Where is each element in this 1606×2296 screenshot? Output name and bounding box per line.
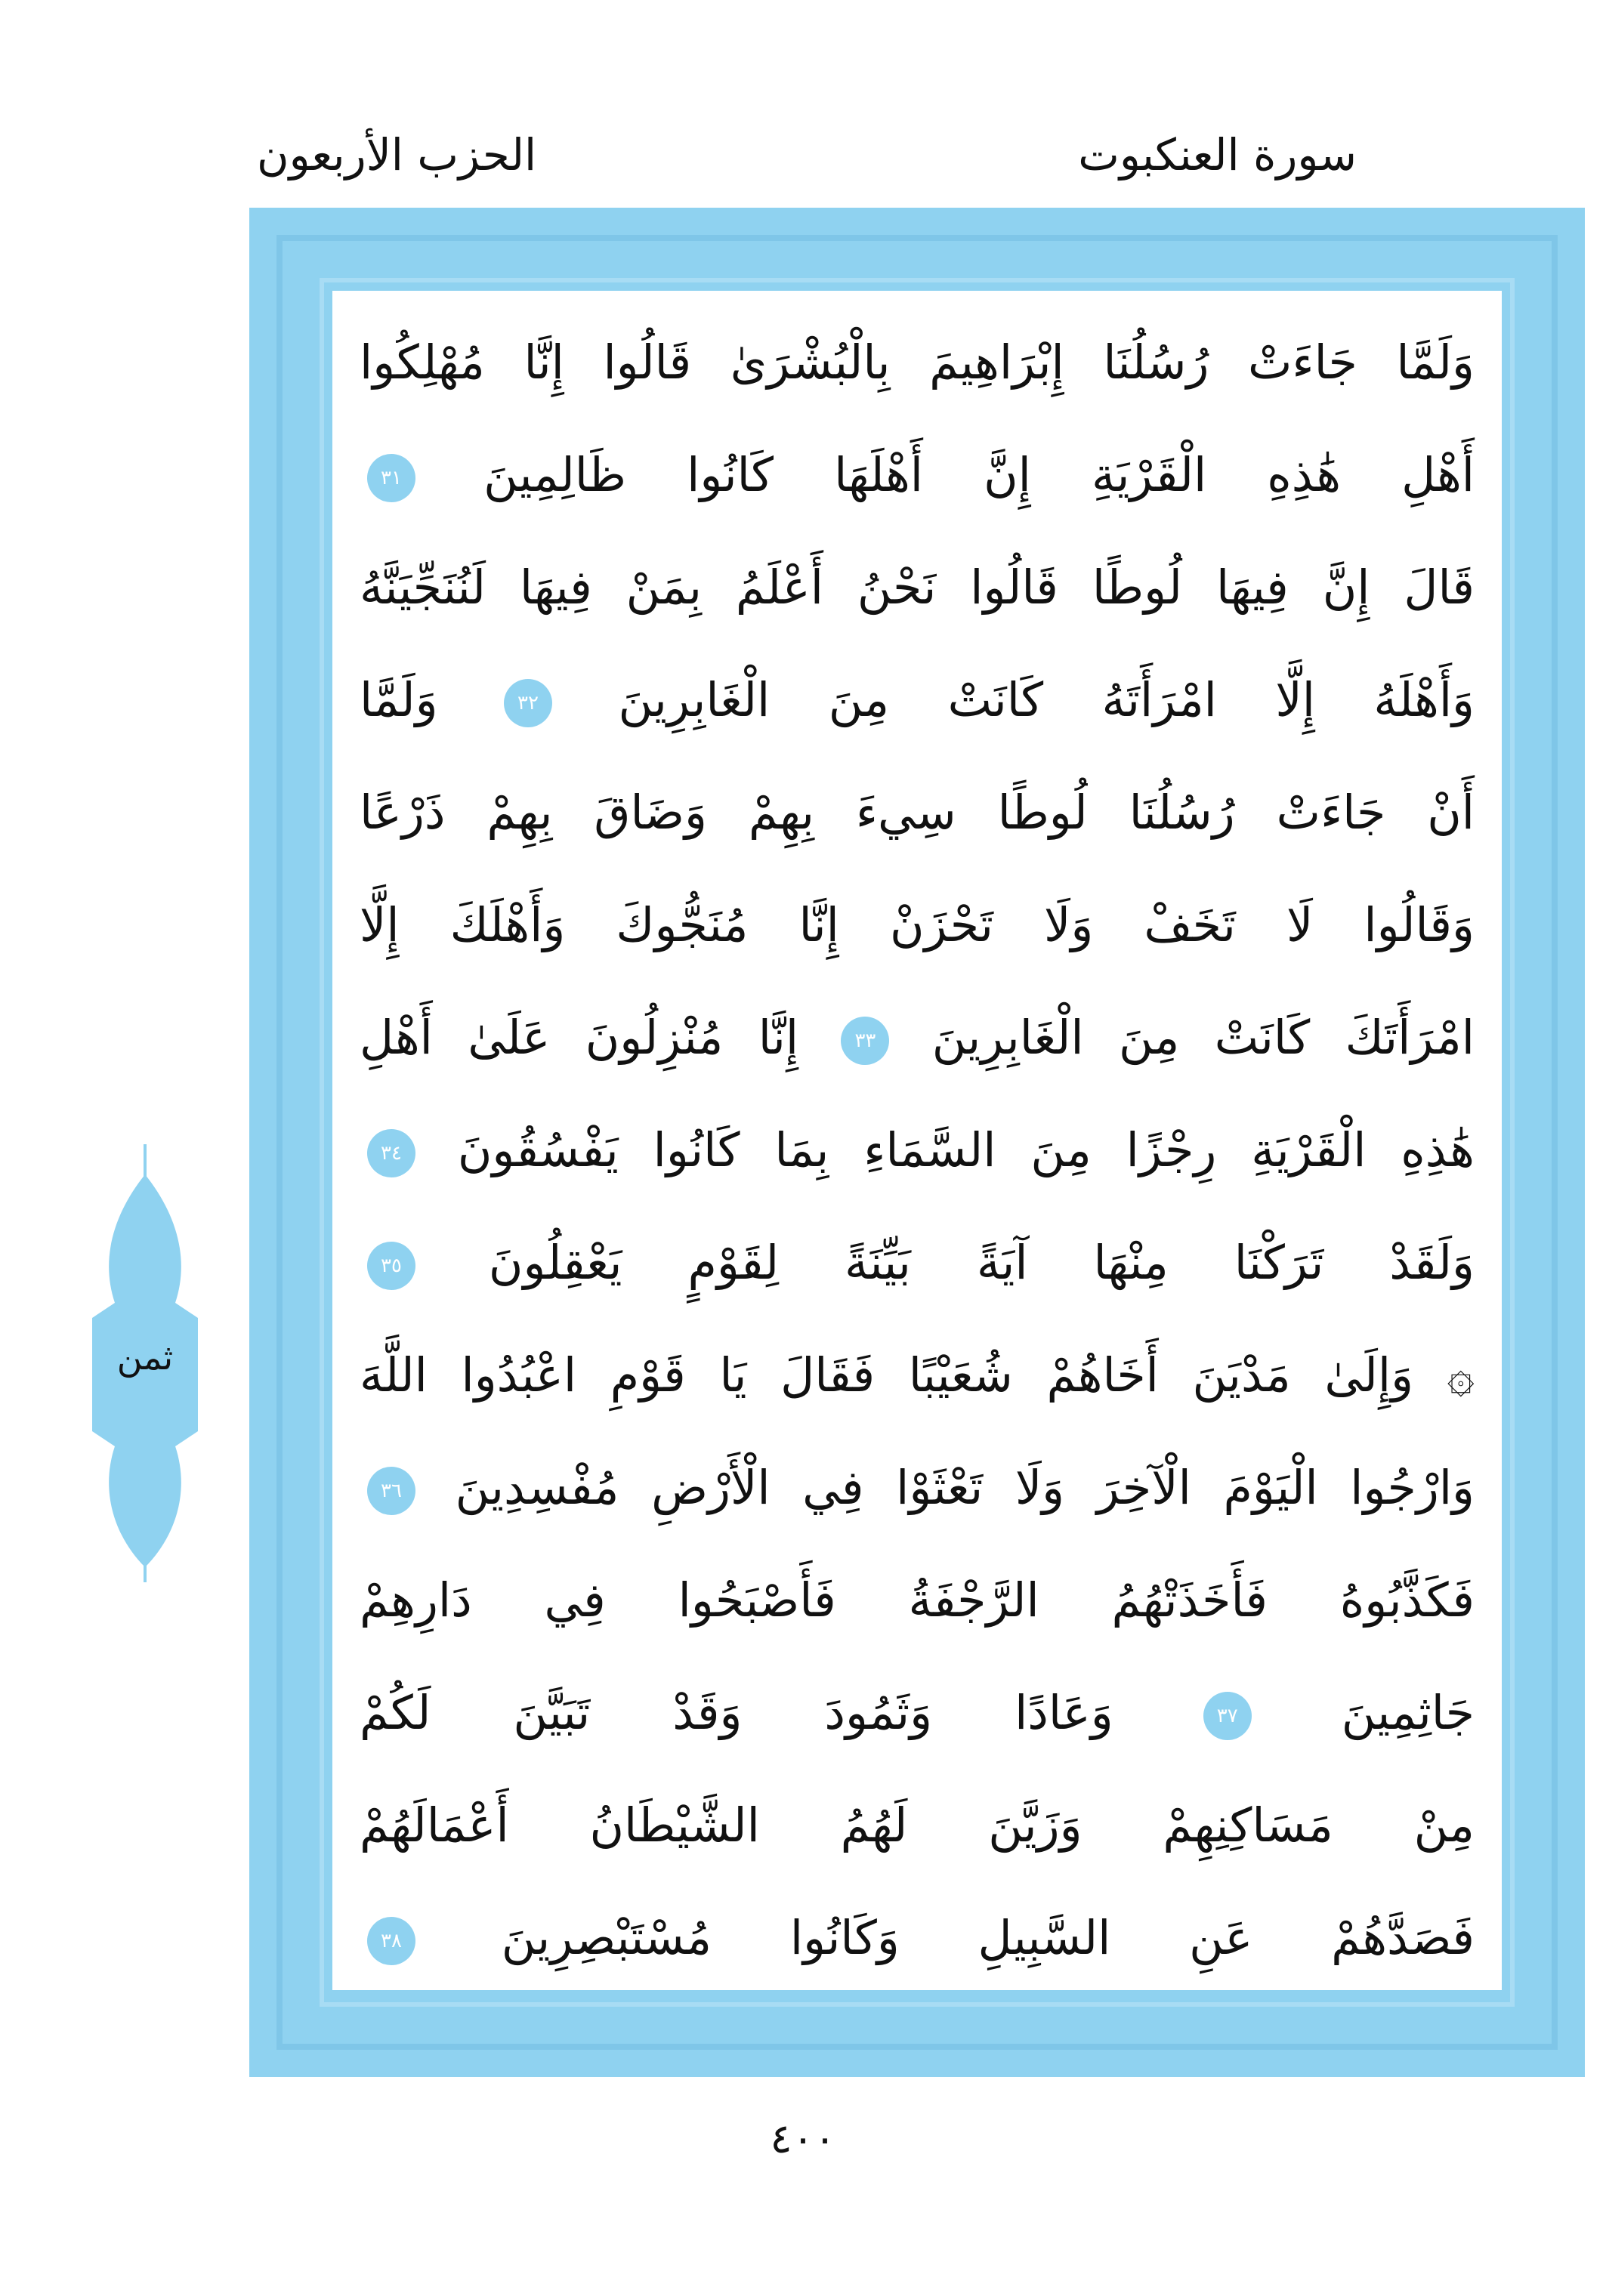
text-line: [360, 869, 1475, 981]
ayah-text: قَالَ إِنَّ فِيهَا لُوطًا قَالُوا نَحْنُ أَعْلَمُ بِمَنْ فِيهَا لَنُنَجِّيَنَّهُ: [360, 560, 1475, 615]
ayah-text: مِنْ مَسَاكِنِهِمْ وَزَيَّنَ لَهُمُ الشَّيْطَانُ أَعْمَالَهُمْ: [360, 1798, 1475, 1853]
ayah-text: فَكَذَّبُوهُ فَأَخَذَتْهُمُ الرَّجْفَةُ فَأَصْبَحُوا فِي دَارِهِمْ: [360, 1572, 1475, 1628]
text-line: [360, 418, 1475, 531]
ayah-number-marker: ٣١: [367, 454, 415, 502]
text-line: [360, 1881, 1475, 1994]
text-line: [360, 1656, 1475, 1769]
ayah-number-marker: ٣٧: [1203, 1692, 1252, 1740]
ayah-number-marker: ٣٣: [841, 1017, 889, 1065]
text-line: [360, 756, 1475, 869]
ayah-text: وَقَالُوا لَا تَخَفْ وَلَا تَحْزَنْ إِنَّا مُنَجُّوكَ وَأَهْلَكَ إِلَّا: [360, 897, 1475, 952]
text-line: [360, 1544, 1475, 1656]
text-line: [360, 1769, 1475, 1881]
ayah-text: أَهْلِ هَٰذِهِ الْقَرْيَةِ إِنَّ أَهْلَهَا كَانُوا ظَالِمِينَ ٣١: [360, 447, 1475, 502]
page-header: [257, 113, 1357, 196]
text-line: [360, 1431, 1475, 1544]
text-line: [360, 1206, 1475, 1319]
ayah-text: أَنْ جَاءَتْ رُسُلُنَا لُوطًا سِيءَ بِهِمْ وَضَاقَ بِهِمْ ذَرْعًا: [360, 785, 1475, 840]
text-line: [360, 1094, 1475, 1206]
text-line: [360, 531, 1475, 643]
ayah-text: وَأَهْلَهُ إِلَّا امْرَأَتَهُ كَانَتْ مِنَ الْغَابِرِينَ ٣٢ وَلَمَّا: [360, 672, 1475, 727]
page-number: ٤٠٠: [770, 2115, 836, 2162]
ayah-text: وَلَمَّا جَاءَتْ رُسُلُنَا إِبْرَاهِيمَ بِالْبُشْرَىٰ قَالُوا إِنَّا مُهْلِكُوا: [360, 335, 1475, 390]
ayah-text: امْرَأَتَكَ كَانَتْ مِنَ الْغَابِرِينَ ٣٣ إِنَّا مُنْزِلُونَ عَلَىٰ أَهْلِ: [360, 1010, 1475, 1065]
ayah-number-marker: ٣٨: [367, 1917, 415, 1965]
ayah-text: وَلَقَدْ تَرَكْنَا مِنْهَا آيَةً بَيِّنَةً لِقَوْمٍ يَعْقِلُونَ ٣٥: [360, 1235, 1475, 1290]
ayah-text-continuation: إِنَّا مُنْزِلُونَ عَلَىٰ أَهْلِ: [360, 1010, 834, 1065]
text-panel: [332, 291, 1502, 1990]
ayah-text: ۞ وَإِلَىٰ مَدْيَنَ أَخَاهُمْ شُعَيْبًا فَقَالَ يَا قَوْمِ اعْبُدُوا اللَّهَ: [360, 1347, 1475, 1403]
text-line: [360, 981, 1475, 1094]
ayah-text-continuation: وَعَادًا وَثَمُودَ وَقَدْ تَبَيَّنَ لَكُمْ: [360, 1685, 1196, 1740]
text-line: [360, 643, 1475, 756]
ayah-number-marker: ٣٤: [367, 1129, 415, 1177]
ayah-number-marker: ٣٢: [504, 679, 552, 727]
ayah-number-marker: ٣٥: [367, 1242, 415, 1290]
thumn-label: ثمن: [116, 1337, 174, 1378]
hizb-name: الحزب الأربعون: [257, 129, 537, 181]
ayah-text: فَصَدَّهُمْ عَنِ السَّبِيلِ وَكَانُوا مُسْتَبْصِرِينَ ٣٨: [360, 1910, 1475, 1965]
text-line: [360, 1319, 1475, 1431]
ayah-text: جَاثِمِينَ ٣٧ وَعَادًا وَثَمُودَ وَقَدْ تَبَيَّنَ لَكُمْ: [360, 1685, 1475, 1740]
ayah-lines: [360, 306, 1475, 1975]
ayah-text: هَٰذِهِ الْقَرْيَةِ رِجْزًا مِنَ السَّمَاءِ بِمَا كَانُوا يَفْسُقُونَ ٣٤: [360, 1122, 1475, 1177]
surah-name: سورة العنكبوت: [1078, 129, 1357, 181]
ayah-text-continuation: وَلَمَّا: [360, 672, 497, 727]
ayah-number-marker: ٣٦: [367, 1467, 415, 1515]
ayah-text: وَارْجُوا الْيَوْمَ الْآخِرَ وَلَا تَعْثَوْا فِي الْأَرْضِ مُفْسِدِينَ ٣٦: [360, 1460, 1475, 1515]
text-line: [360, 306, 1475, 418]
